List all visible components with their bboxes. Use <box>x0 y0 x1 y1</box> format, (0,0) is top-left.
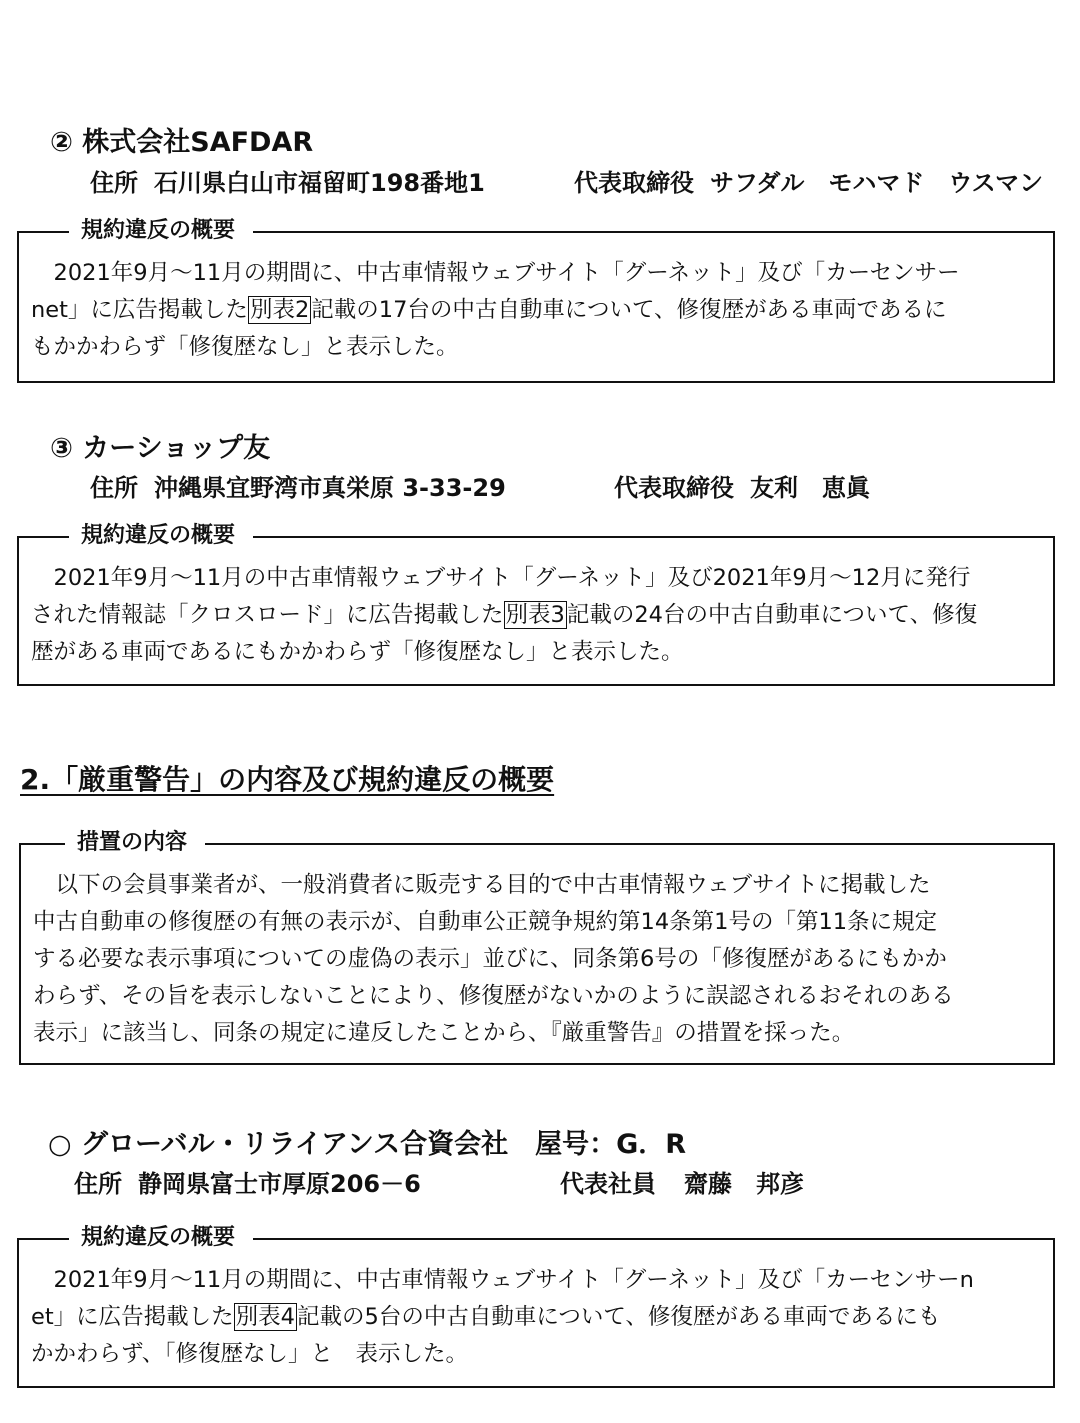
section-heading: 2.「厳重警告」の内容及び規約違反の概要 <box>20 763 555 796</box>
annex-reference: 別表3 <box>505 602 565 628</box>
text-line: 2021年9月～11月の期間に、中古車情報ウェブサイト「グーネット」及び「カーセンサーn <box>31 1267 974 1293</box>
rep-name: 友利 恵眞 <box>750 474 870 502</box>
company-name: ③ カーショップ友 <box>50 433 271 464</box>
text-line: かかわらず、「修復歴なし」と 表示した。 <box>31 1341 468 1367</box>
violation-text <box>31 255 1045 366</box>
annex-reference: 別表2 <box>249 297 310 323</box>
rep-title: 代表社員 <box>560 1170 656 1198</box>
rep-name: 齋藤 邦彦 <box>684 1170 804 1198</box>
company-info <box>90 163 1043 198</box>
box-label: 規約違反の概要 <box>69 217 253 245</box>
text-line: 以下の会員事業者が、一般消費者に販売する目的で中古車情報ウェブサイトに掲載した <box>33 872 931 898</box>
box-label: 規約違反の概要 <box>69 522 253 550</box>
address: 沖縄県宜野湾市真栄原 3-33-29 <box>154 474 506 502</box>
annex-reference: 別表4 <box>235 1304 295 1330</box>
address: 静岡県富士市厚原206－6 <box>138 1170 421 1198</box>
address-label: 住所 <box>90 474 138 502</box>
company-info <box>90 468 870 503</box>
address-label: 住所 <box>90 169 138 197</box>
text-line: net」に広告掲載した別表2記載の17台の中古自動車について、修復歴がある車両であるに <box>31 297 947 323</box>
rep-title: 代表取締役 <box>614 474 734 502</box>
text-line: 歴がある車両であるにもかかわらず「修復歴なし」と表示した。 <box>31 639 684 665</box>
text-line: 2021年9月～11月の期間に、中古車情報ウェブサイト「グーネット」及び「カーセンサー <box>31 260 960 286</box>
text-line: 2021年9月～11月の中古車情報ウェブサイト「グーネット」及び2021年9月～12月に発行 <box>31 565 971 591</box>
measure-box <box>19 830 1055 1065</box>
text-line: もかかわらず「修復歴なし」と表示した。 <box>31 334 459 360</box>
company-name: ② 株式会社SAFDAR <box>50 127 314 158</box>
text-line: わらず、その旨を表示しないことにより、修復歴がないかのように誤認されるおそれのある <box>33 983 954 1009</box>
text-line: する必要な表示事項についての虚偽の表示」並びに、同条第6号の「修復歴があるにもかか <box>33 946 947 972</box>
violation-box <box>17 218 1055 383</box>
company-info <box>74 1164 804 1199</box>
measure-text <box>33 867 1045 1052</box>
box-label: 規約違反の概要 <box>69 1224 253 1252</box>
box-label: 措置の内容 <box>65 829 205 857</box>
violation-box <box>17 523 1055 686</box>
rep-title: 代表取締役 <box>574 169 694 197</box>
violation-text <box>31 1262 1045 1373</box>
violation-text <box>31 560 1045 671</box>
text-line: された情報誌「クロスロード」に広告掲載した別表3記載の24台の中古自動車について、修復 <box>31 602 978 628</box>
text-line: 中古自動車の修復歴の有無の表示が、自動車公正競争規約第14条第1号の「第11条に規定 <box>33 909 938 935</box>
address-label: 住所 <box>74 1170 122 1198</box>
violation-box <box>17 1225 1055 1388</box>
company-name: ○ グローバル・リライアンス合資会社 屋号：G．R <box>48 1129 687 1160</box>
rep-name: サフダル モハマド ウスマン <box>710 169 1044 197</box>
text-line: 表示」に該当し、同条の規定に違反したことから、『厳重警告』の措置を採った。 <box>33 1020 855 1046</box>
address: 石川県白山市福留町198番地1 <box>154 169 485 197</box>
text-line: et」に広告掲載した別表4記載の5台の中古自動車について、修復歴がある車両であるにも <box>31 1304 941 1330</box>
